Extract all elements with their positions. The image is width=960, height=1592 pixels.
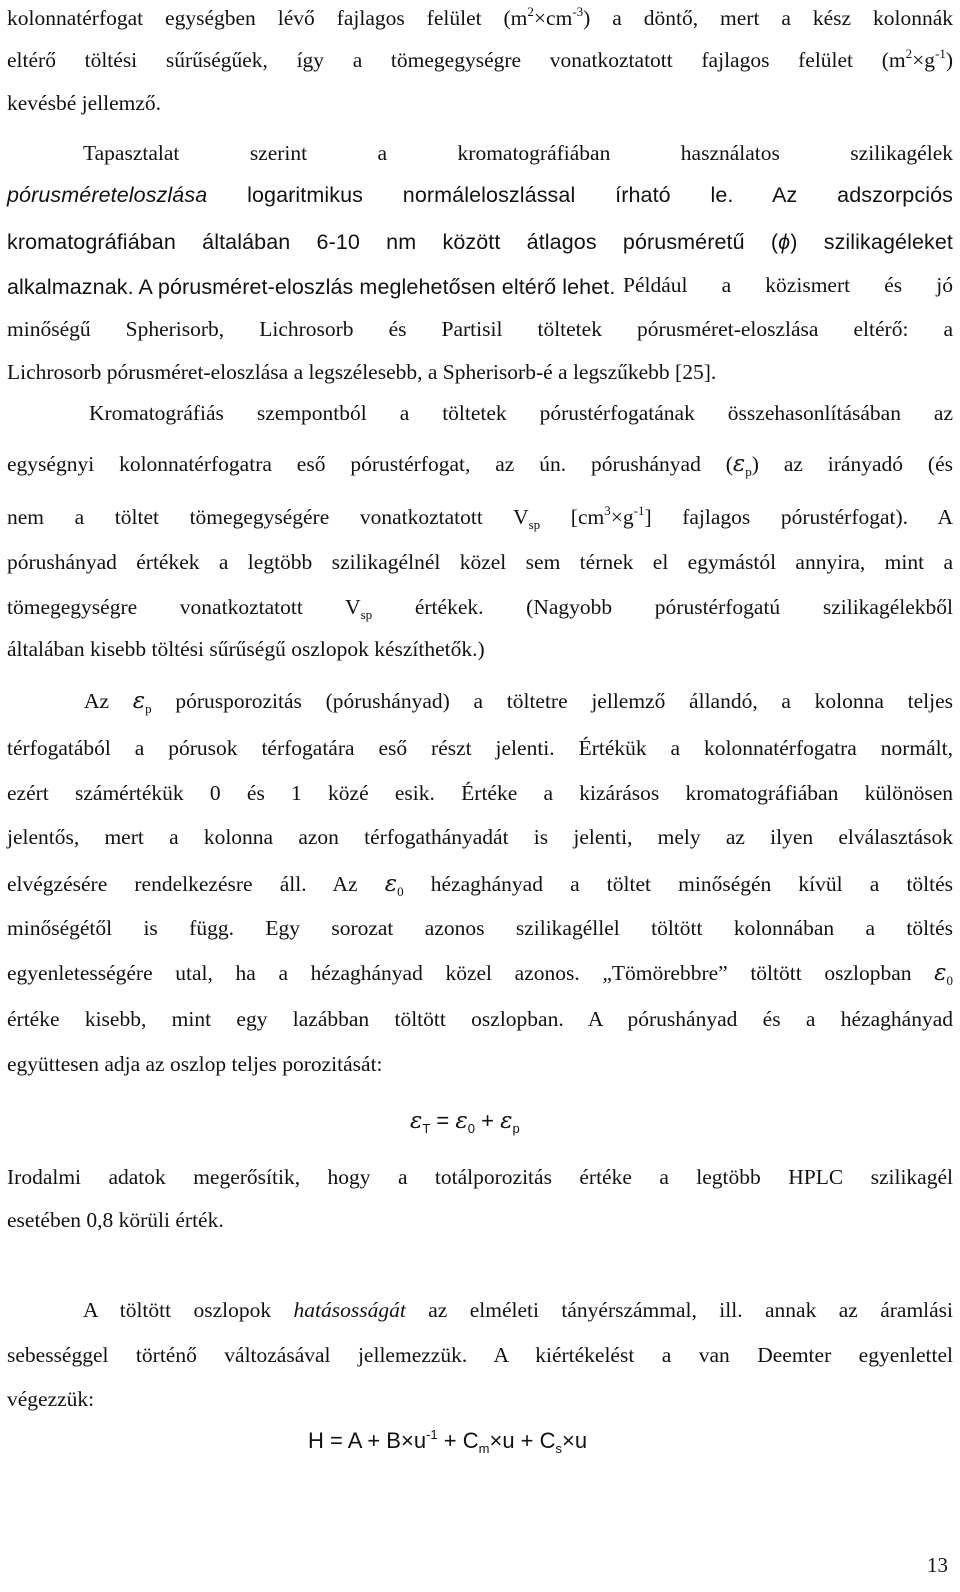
body-text-line: pórusméreteloszlása logaritmikus normáleloszlással írható le. Az adszorpciós [7,183,954,207]
body-text-line: Irodalmi adatok megerősítik, hogy a totálporozitás értéke a legtöbb HPLC szilikagél [7,1165,953,1189]
body-text-line: tömegegységre vonatkoztatott $V_{sp}$ értékek. (Nagyobb pórustérfogatú szilikagélekből [7,595,954,622]
body-text-line: kevésbé jellemző. [7,91,162,115]
body-text-line: sebességgel történő változásával jellemezzük. A kiértékelést a van Deemter egyenlettel [7,1343,953,1367]
body-text-line: jelentős, mert a kolonna azon térfogathányadát is jelenti, mely az ilyen elválasztások [7,825,953,849]
body-text-line: Tapasztalat szerint a kromatográfiában használatos szilikagélek [83,141,953,165]
body-text-line: Az $\varepsilon_p$ pórusporozitás (pórushányad) a töltetre jellemző állandó, a kolonna teljes [84,688,953,716]
body-text-line: térfogatából a pórusok térfogatára eső részt jelenti. Értékük a kolonnatérfogatra normált, [7,736,953,760]
body-text-line: ezért számértékük 0 és 1 közé esik. Értéke a kizárásos kromatográfiában különösen [7,781,953,805]
body-text-line: nem a töltet tömegegységére vonatkoztatott $V_{sp}$ $[cm^3\times g^{-1}]$ fajlagos pórustérfogat). A [7,503,953,532]
body-text-line: értéke kisebb, mint egy lazábban töltött oszlopban. A pórushányad és a hézaghányad [7,1007,953,1031]
phi-symbol: ϕ [778,230,791,254]
van-deemter-equation: $H = A + B\times u^{-1} + C_m\times u + C_s\times u$ [308,1427,588,1456]
body-text-line: Kromatográfiás szempontból a töltetek pórustérfogatának összehasonlításában az [89,401,953,425]
body-text-line: alkalmaznak. A pórusméret-eloszlás meglehetősen eltérő lehet. [7,275,616,299]
body-text-line: Lichrosorb pórusméret-eloszlása a legszélesebb, a Spherisorb-é a legszűkebb [25]. [7,360,717,384]
emphasis: pórusméreteloszlása [7,183,208,207]
page-number: 13 [927,1553,948,1577]
body-text-line: egységnyi kolonnatérfogatra eső pórustérfogat, az ún. pórushányad $(\varepsilon_p)$ az irányadó (és [7,451,953,479]
body-text-line: minőségű Spherisorb, Lichrosorb és Partisil töltetek pórusméret-eloszlása eltérő: a [7,317,953,341]
body-text-line: eltérő töltési sűrűségűek, így a tömegegységre vonatkoztatott fajlagos felület $(m^2\times g^{-1})$ [7,46,953,72]
body-text-line: végezzük: [7,1387,95,1411]
body-text-line: A töltött oszlopok hatásosságát az elméleti tányérszámmal, ill. annak az áramlási [83,1298,954,1322]
body-text-line: kromatográfiában általában 6-10 nm között átlagos pórusméretű (ϕ) szilikagéleket [7,230,953,254]
body-text-line: pórushányad értékek a legtöbb szilikagélnél közel sem térnek el egymástól annyira, mint a [7,550,953,574]
body-text-line: egyenletességére utal, ha a hézaghányad közel azonos. „Tömörebbre” töltött oszlopban $\varepsilon_0$ [7,960,953,988]
body-text-line: kolonnatérfogat egységben lévő fajlagos felület $(m^2\times cm^{-3})$ a döntő, mert a kész kolonnák [7,4,953,30]
body-text-line: elvégzésére rendelkezésre áll. Az $\varepsilon_0$ hézaghányad a töltet minőségén kívül a töltés [7,871,954,899]
body-text-line: általában kisebb töltési sűrűségű oszlopok készíthetők.) [7,637,485,661]
emphasis: hatásosságát [293,1298,406,1322]
body-text-line: esetében 0,8 körüli érték. [7,1208,224,1232]
body-text-line: minőségétől is függ. Egy sorozat azonos szilikagéllel töltött kolonnában a töltés [7,916,953,940]
porosity-equation: $\varepsilon_T = \varepsilon_0 + \varepsilon_p$ [410,1108,520,1136]
body-text-line: Például a közismert és jó [623,273,953,297]
body-text-line: együttesen adja az oszlop teljes porozitását: [7,1052,383,1076]
